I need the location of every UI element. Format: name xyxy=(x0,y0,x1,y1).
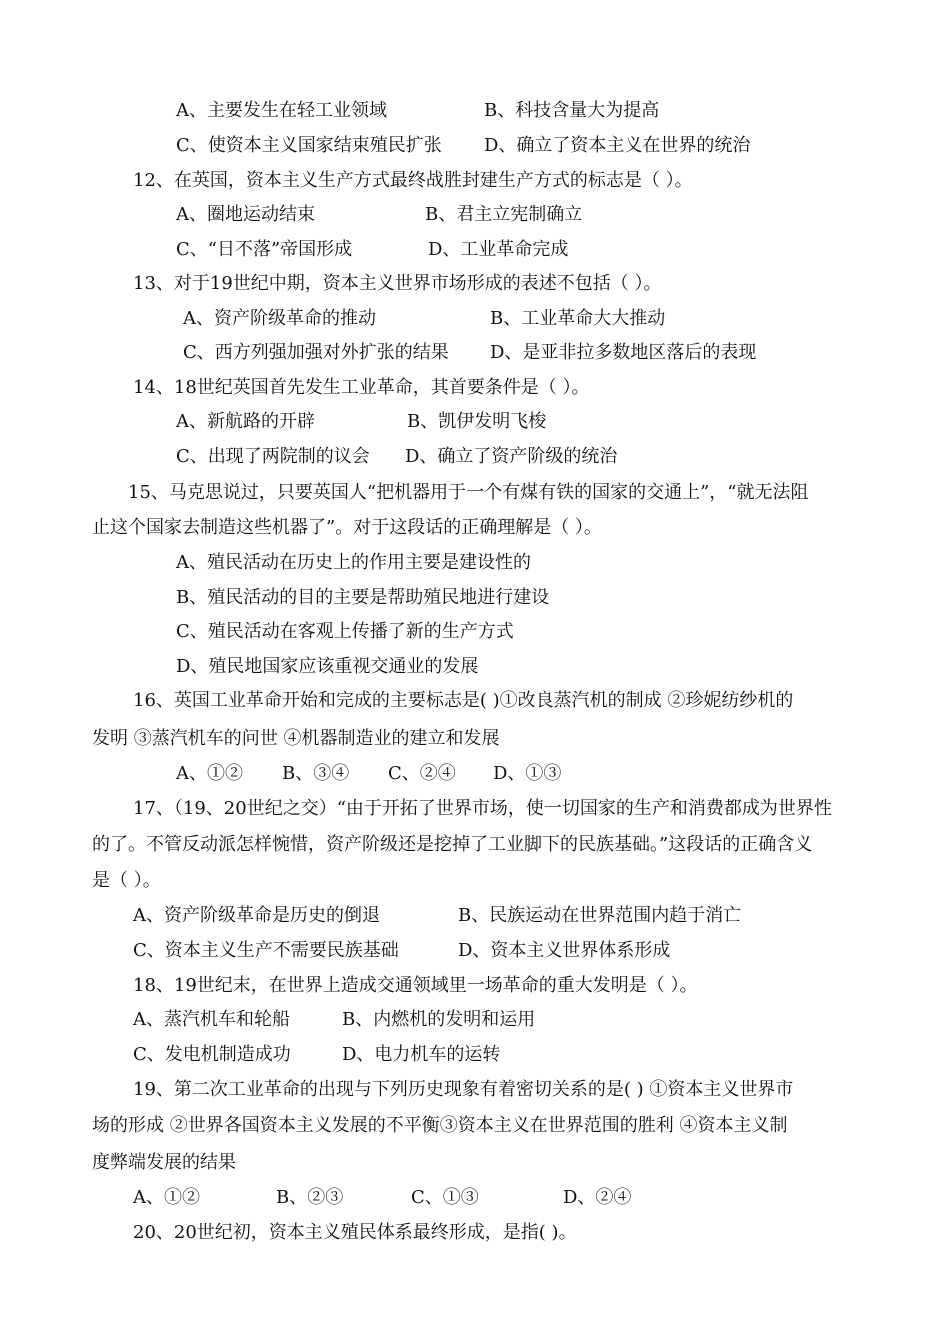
q11-option-b: B、科技含量大为提高 xyxy=(484,100,660,121)
q12-option-c: C、“日不落”帝国形成 xyxy=(176,239,353,260)
q16-option-c: C、②④ xyxy=(388,763,456,784)
q12-option-d: D、工业革命完成 xyxy=(428,239,569,260)
q15-option-c: C、殖民活动在客观上传播了新的生产方式 xyxy=(176,621,514,642)
q14-option-b: B、凯伊发明飞梭 xyxy=(407,411,547,432)
q11-option-d: D、确立了资本主义在世界的统治 xyxy=(484,135,751,156)
q19-stem-line-3: 度弊端发展的结果 xyxy=(92,1152,236,1173)
q18-option-a: A、蒸汽机车和轮船 xyxy=(133,1009,290,1030)
q17-stem-line-3: 是（ ）。 xyxy=(92,870,161,891)
q13-option-a: A、资产阶级革命的推动 xyxy=(183,308,376,329)
q13-option-b: B、工业革命大大推动 xyxy=(490,308,666,329)
q13-option-c: C、西方列强加强对外扩张的结果 xyxy=(183,342,449,363)
q16-option-d: D、①③ xyxy=(493,763,562,784)
q19-stem-line-1: 19、第二次工业革命的出现与下列历史现象有着密切关系的是( ) ①资本主义世界市 xyxy=(133,1079,794,1100)
q17-stem-line-1: 17、（19、20世纪之交）“由于开拓了世界市场，使一切国家的生产和消费都成为世界性 xyxy=(133,798,832,819)
q20-stem: 20、20世纪初，资本主义殖民体系最终形成，是指( )。 xyxy=(133,1222,577,1243)
q18-option-d: D、电力机车的运转 xyxy=(342,1044,501,1065)
q15-stem-line-2: 止这个国家去制造这些机器了”。对于这段话的正确理解是（ ）。 xyxy=(92,517,602,538)
q16-option-b: B、③④ xyxy=(282,763,350,784)
q18-option-b: B、内燃机的发明和运用 xyxy=(342,1009,536,1030)
q17-option-d: D、资本主义世界体系形成 xyxy=(458,940,671,961)
q13-stem: 13、对于19世纪中期，资本主义世界市场形成的表述不包括（ ）。 xyxy=(133,273,662,294)
q11-option-c: C、使资本主义国家结束殖民扩张 xyxy=(176,135,442,156)
q12-stem: 12、在英国，资本主义生产方式最终战胜封建生产方式的标志是（ ）。 xyxy=(133,170,693,191)
q19-option-a: A、①② xyxy=(133,1187,200,1208)
q15-option-a: A、殖民活动在历史上的作用主要是建设性的 xyxy=(176,552,531,573)
q19-option-d: D、②④ xyxy=(563,1187,632,1208)
q17-option-b: B、民族运动在世界范围内趋于消亡 xyxy=(458,905,742,926)
q14-stem: 14、18世纪英国首先发生工业革命，其首要条件是（ ）。 xyxy=(133,377,590,398)
q14-option-a: A、新航路的开辟 xyxy=(176,411,315,432)
q17-option-a: A、资产阶级革命是历史的倒退 xyxy=(133,905,380,926)
q14-option-c: C、出现了两院制的议会 xyxy=(176,446,370,467)
q19-stem-line-2: 场的形成 ②世界各国资本主义发展的不平衡③资本主义在世界范围的胜利 ④资本主义制 xyxy=(92,1115,788,1136)
q18-stem: 18、19世纪末，在世界上造成交通领域里一场革命的重大发明是（ ）。 xyxy=(133,975,698,996)
q19-option-c: C、①③ xyxy=(411,1187,479,1208)
q13-option-d: D、是亚非拉多数地区落后的表现 xyxy=(490,342,757,363)
q14-option-d: D、确立了资产阶级的统治 xyxy=(405,446,618,467)
q17-option-c: C、资本主义生产不需要民族基础 xyxy=(133,940,399,961)
q12-option-b: B、君主立宪制确立 xyxy=(425,204,583,225)
q15-option-b: B、殖民活动的目的主要是帮助殖民地进行建设 xyxy=(176,587,550,608)
q19-option-b: B、②③ xyxy=(276,1187,344,1208)
q11-option-a: A、主要发生在轻工业领域 xyxy=(176,100,387,121)
q15-stem-line-1: 15、马克思说过，只要英国人“把机器用于一个有煤有铁的国家的交通上”，“就无法阻 xyxy=(128,482,809,503)
q12-option-a: A、圈地运动结束 xyxy=(176,204,315,225)
q15-option-d: D、殖民地国家应该重视交通业的发展 xyxy=(176,656,479,677)
q17-stem-line-2: 的了。不管反动派怎样惋惜，资产阶级还是挖掉了工业脚下的民族基础。”这段话的正确含义 xyxy=(92,834,813,855)
q18-option-c: C、发电机制造成功 xyxy=(133,1044,291,1065)
q16-option-a: A、①② xyxy=(176,763,243,784)
q16-stem-line-2: 发明 ③蒸汽机车的问世 ④机器制造业的建立和发展 xyxy=(92,728,500,749)
q16-stem-line-1: 16、英国工业革命开始和完成的主要标志是( )①改良蒸汽机的制成 ②珍妮纺纱机的 xyxy=(133,690,794,711)
